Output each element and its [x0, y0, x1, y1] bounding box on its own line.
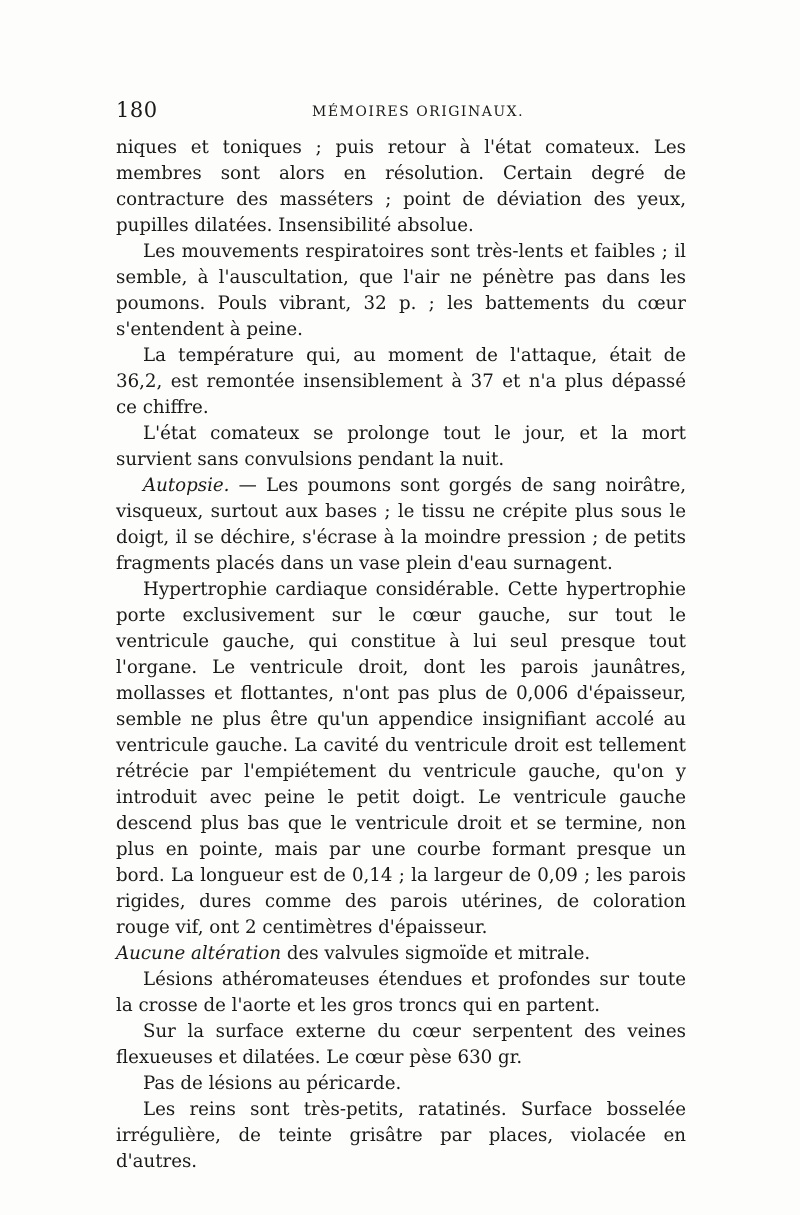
- paragraph: Sur la surface externe du cœur serpentent des veines flexueuses et dilatées. Le cœur pèse 630 gr.: [116, 1021, 686, 1068]
- paragraph: L'état comateux se prolonge tout le jour, et la mort survient sans convulsions pendant la nuit.: [116, 423, 686, 470]
- paragraph: Les mouvements respiratoires sont très-lents et faibles ; il semble, à l'auscultation, que l'air ne pénètre pas dans les poumons. Pouls vibrant, 32 p. ; les battements du cœur s'entendent à peine.: [116, 241, 686, 340]
- paragraph-valvules: Aucune altération des valvules sigmoïde et mitrale.: [116, 943, 591, 964]
- running-head: MÉMOIRES ORIGINAUX.: [312, 104, 525, 120]
- paragraph: Lésions athéromateuses étendues et profondes sur toute la crosse de l'aorte et les gros troncs qui en partent.: [116, 969, 686, 1016]
- paragraph: La température qui, au moment de l'attaque, était de 36,2, est remontée insensiblement à 37 et n'a plus dépassé ce chiffre.: [116, 345, 686, 418]
- paragraph: Pas de lésions au péricarde.: [143, 1073, 402, 1094]
- paragraph: Hypertrophie cardiaque considérable. Cette hypertrophie porte exclusivement sur le cœur gauche, sur tout le ventricule gauche, qui constitue à lui seul presque tout l'organe. Le ventricule droit, dont les parois jaunâtres, mollasses et flottantes, n'ont pas plus de 0,006 d'épaisseur, semble ne plus être qu'un appendice insignifiant accolé au ventricule gauche. La cavité du ventricule droit est tellement rétrécie par l'empiétement du ventricule gauche, qu'on y introduit avec peine le petit doigt. Le ventricule gauche descend plus bas que le ventricule droit et se termine, non plus en pointe, mais par une courbe formant presque un bord. La longueur est de 0,14 ; la largeur de 0,09 ; les parois rigides, dures comme des parois utérines, de coloration rouge vif, ont 2 centimètres d'épaisseur.: [116, 579, 686, 938]
- paragraph-autopsie: Autopsie. — Les poumons sont gorgés de sang noirâtre, visqueux, surtout aux bases ; le tissu ne crépite plus sous le doigt, il se déchire, s'écrase à la moindre pression ; de petits fragments placés dans un vase plein d'eau surnagent.: [116, 475, 686, 574]
- page-number: 180: [116, 98, 158, 122]
- body-text: [116, 135, 686, 1175]
- paragraph: Les reins sont très-petits, ratatinés. Surface bosselée irrégulière, de teinte grisâtre par places, violacée en d'autres.: [116, 1099, 686, 1172]
- paragraph: niques et toniques ; puis retour à l'état comateux. Les membres sont alors en résolution. Certain degré de contracture des masséters ; point de déviation des yeux, pupilles dilatées. Insensibilité absolue.: [116, 137, 686, 236]
- page-header: [116, 98, 686, 128]
- autopsie-label: Autopsie.: [143, 475, 230, 496]
- aucune-alteration-label: Aucune altération: [116, 943, 282, 964]
